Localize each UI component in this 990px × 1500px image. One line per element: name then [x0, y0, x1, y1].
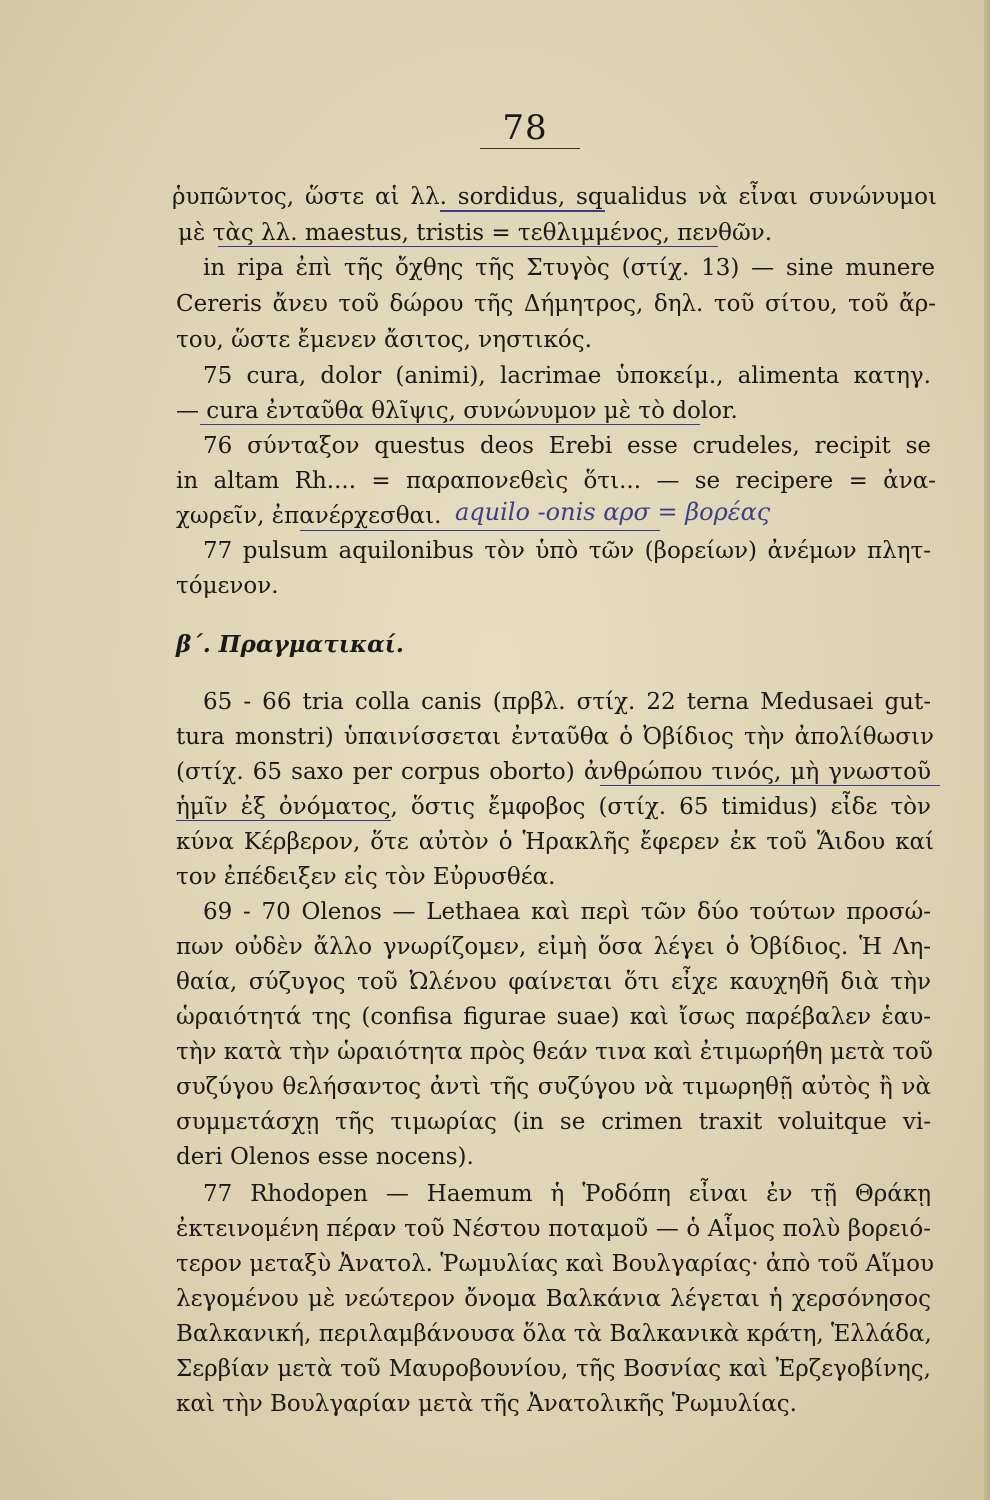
underline-anthropou — [600, 785, 940, 786]
text-line-9: in altam Rh.... = παραπονεθεὶς ὅτι... — se recipere = ἀνα- — [176, 468, 936, 494]
text-line-24: τὴν κατὰ τὴν ὡραιότητα πρὸς θεάν τινα καὶ ἐτιμωρήθη μετὰ τοῦ — [176, 1039, 933, 1065]
text-line-2: μὲ τὰς λλ. maestus, tristis = τεθλιμμένος, πενθῶν. — [178, 220, 773, 246]
underline-cura — [200, 424, 700, 425]
text-line-6: 75 cura, dolor (animi), lacrimae ὑποκείμ., alimenta κατηγ. — [203, 363, 931, 389]
text-line-22: θαία, σύζυγος τοῦ Ὠλένου φαίνεται ὅτι εἶχε καυχηθῆ διὰ τὴν — [176, 969, 931, 995]
text-line-21: πων οὐδὲν ἄλλο γνωρίζομεν, εἰμὴ ὅσα λέγει ὁ Ὀβίδιος. Ἡ Λη- — [176, 934, 931, 960]
text-line-29: ἐκτεινομένη πέραν τοῦ Νέστου ποταμοῦ — ὁ Αἷμος πολὺ βορειό- — [176, 1216, 931, 1242]
text-line-11: 77 pulsum aquilonibus τὸν ὑπὸ τῶν (βορείων) ἀνέμων πλητ- — [203, 538, 931, 564]
underline-hemin — [176, 820, 391, 821]
underline-maestus — [218, 246, 718, 247]
page-number-rule — [480, 148, 580, 149]
page-edge — [984, 0, 990, 1500]
text-line-1: ῥυπῶντος, ὥστε αἱ λλ. sordidus, squalidus νὰ εἶναι συνώνυμοι — [172, 184, 937, 210]
text-line-17: ἡμῖν ἐξ ὀνόματος, ὅστις ἔμφοβος (στίχ. 65 timidus) εἶδε τὸν — [176, 794, 931, 820]
text-line-31: λεγομένου μὲ νεώτερον ὄνομα Βαλκάνια λέγεται ἡ χερσόνησος — [176, 1286, 931, 1312]
text-line-18: κύνα Κέρβερον, ὅτε αὐτὸν ὁ Ἡρακλῆς ἔφερεν ἐκ τοῦ Ἅιδου καί — [176, 829, 934, 855]
text-line-25: συζύγου θελήσαντος ἀντὶ τῆς συζύγου νὰ τιμωρηθῇ αὐτὸς ἢ νὰ — [176, 1074, 931, 1100]
text-line-30: τερον μεταξὺ Ἀνατολ. Ῥωμυλίας καὶ Βουλγαρίας· ἀπὸ τοῦ Αἵμου — [176, 1251, 934, 1277]
text-line-20: 69 - 70 Olenos — Lethaea καὶ περὶ τῶν δύο τούτων προσώ- — [203, 899, 931, 925]
text-line-12: τόμενον. — [176, 573, 279, 599]
section-heading: β΄. Πραγματικαί. — [176, 631, 404, 658]
underline-sordidus — [440, 210, 605, 212]
text-line-28: 77 Rhodopen — Haemum ἡ Ῥοδόπη εἶναι ἐν τῇ Θράκῃ — [203, 1181, 931, 1207]
text-line-27: deri Olenos esse nocens). — [176, 1144, 474, 1170]
text-line-32: Βαλκανική, περιλαμβάνουσα ὅλα τὰ Βαλκανικὰ κράτη, Ἑλλάδα, — [176, 1321, 932, 1347]
text-line-26: συμμετάσχῃ τῆς τιμωρίας (in se crimen traxit voluitque vi- — [176, 1109, 931, 1135]
text-line-34: καὶ τὴν Βουλγαρίαν μετὰ τῆς Ἀνατολικῆς Ῥωμυλίας. — [176, 1391, 797, 1417]
text-line-33: Σερβίαν μετὰ τοῦ Μαυροβουνίου, τῆς Βοσνίας καὶ Ἐρζεγοβίνης, — [176, 1356, 931, 1382]
page-number: 78 — [502, 108, 548, 148]
text-line-15: tura monstri) ὑπαινίσσεται ἐνταῦθα ὁ Ὀβίδιος τὴν ἀπολίθωσιν — [176, 724, 934, 750]
text-line-8: 76 σύνταξον questus deos Erebi esse crudeles, recipit se — [203, 433, 931, 459]
underline-annotation — [300, 530, 660, 531]
text-line-19: τον ἐπέδειξεν εἰς τὸν Εὐρυσθέα. — [176, 864, 556, 890]
text-line-3: in ripa ἐπὶ τῆς ὄχθης τῆς Στυγὸς (στίχ. 13) — sine munere — [203, 255, 935, 281]
text-line-14: 65 - 66 tria colla canis (πρβλ. στίχ. 22 terna Medusaei gut- — [203, 689, 931, 715]
handwritten-annotation: aquilo -onis αρσ = βορέας — [455, 498, 771, 526]
text-line-23: ὡραιότητά της (confisa figurae suae) καὶ ἴσως παρέβαλεν ἑαυ- — [176, 1004, 931, 1030]
text-line-7: — cura ἐνταῦθα θλῖψις, συνώνυμον μὲ τὸ dolor. — [176, 398, 738, 424]
text-line-10: χωρεῖν, ἐπανέρχεσθαι. — [176, 503, 442, 529]
text-line-5: του, ὥστε ἔμενεν ἄσιτος, νηστικός. — [176, 327, 592, 353]
text-line-16: (στίχ. 65 saxo per corpus oborto) ἀνθρώπου τινός, μὴ γνωστοῦ — [176, 759, 931, 785]
text-line-4: Cereris ἄνευ τοῦ δώρου τῆς Δήμητρος, δηλ. τοῦ σίτου, τοῦ ἄρ- — [176, 291, 936, 317]
